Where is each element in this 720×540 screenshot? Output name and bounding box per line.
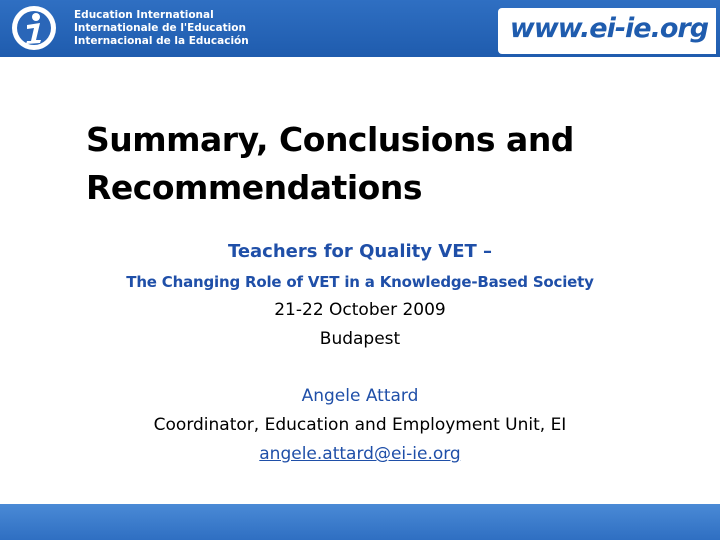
presenter-role: Coordinator, Education and Employment Unit, EI (153, 415, 567, 435)
org-name-en: Education International (74, 9, 214, 21)
event-date: 21-22 October 2009 (274, 300, 446, 320)
slide-title (86, 116, 686, 212)
presenter-name: Angele Attard (301, 386, 419, 406)
event-subtitle: The Changing Role of VET in a Knowledge-Based Society (126, 273, 594, 291)
org-name-es: Internacional de la Educación (74, 35, 249, 47)
presenter-email-link[interactable]: angele.attard@ei-ie.org (259, 444, 461, 464)
org-name-fr: Internationale de l'Education (74, 22, 246, 34)
title-line-2: Recommendations (86, 168, 422, 207)
footer-bar (0, 504, 720, 540)
email-row (0, 442, 720, 466)
website-url[interactable]: www.ei-ie.org (509, 13, 709, 44)
title-line-1: Summary, Conclusions and (86, 120, 574, 159)
event-title: Teachers for Quality VET – (227, 241, 493, 262)
event-location: Budapest (319, 329, 401, 349)
header-bar (0, 0, 720, 57)
organization-names (74, 9, 249, 48)
ei-logo-icon (10, 4, 58, 52)
